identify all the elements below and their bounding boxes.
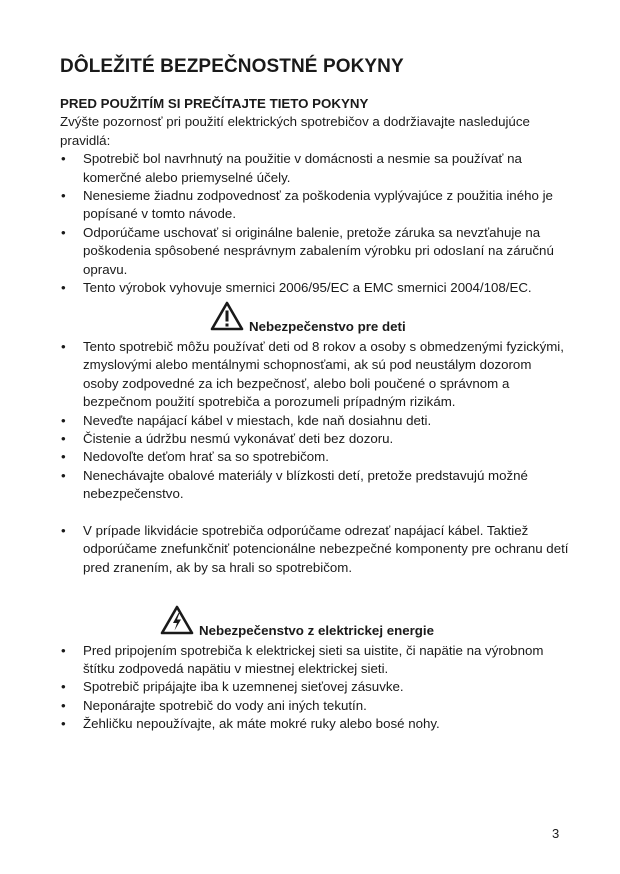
list-item: • Neponárajte spotrebič do vody ani iných tekutín. xyxy=(60,697,570,715)
children-warning-heading xyxy=(210,301,570,336)
page-number: 3 xyxy=(552,826,560,841)
list-item: • Spotrebič bol navrhnutý na použitie v domácnosti a nesmie sa používať na komerčné alebo priemyselné účely. xyxy=(60,150,570,187)
list-item: • Čistenie a údržbu nesmú vykonávať deti bez dozoru. xyxy=(60,430,570,448)
list-item: • Spotrebič pripájajte iba k uzemnenej sieťovej zásuvke. xyxy=(60,678,570,696)
electric-shock-warning-icon xyxy=(160,605,194,640)
children-warning-label: Nebezpečenstvo pre deti xyxy=(249,319,406,335)
children-safety-list xyxy=(60,338,570,504)
list-item: • Žehličku nepoužívajte, ak máte mokré ruky alebo bosé nohy. xyxy=(60,715,570,733)
list-item: • Neveďte napájací kábel v miestach, kde naň dosiahnu deti. xyxy=(60,412,570,430)
list-item: • V prípade likvidácie spotrebiča odporúčame odrezať napájací kábel. Taktiež odporúčame znefunkčniť potencionálne nebezpečné komponenty pre ochranu detí pred zranením, ak by sa hrali so spotrebičom. xyxy=(60,522,570,577)
intro-text: Zvýšte pozornosť pri použití elektrických spotrebičov a dodržiavajte nasledujúce pravidlá: xyxy=(60,114,530,148)
electric-warning-heading xyxy=(160,605,570,640)
general-safety-list xyxy=(60,150,570,297)
page-title: DÔLEŽITÉ BEZPEČNOSTNÉ POKYNY xyxy=(60,56,404,77)
section-subheading: PRED POUŽITÍM SI PREČÍTAJTE TIETO POKYNY xyxy=(60,96,369,111)
electric-safety-list xyxy=(60,642,570,734)
disposal-list xyxy=(60,522,570,577)
warning-triangle-icon xyxy=(210,301,244,336)
list-item: • Nenesieme žiadnu zodpovednosť za poškodenia vyplývajúce z použitia iného je popísané v tomto návode. xyxy=(60,187,570,224)
list-item: • Nedovoľte deťom hrať sa so spotrebičom. xyxy=(60,448,570,466)
list-item: • Pred pripojením spotrebiča k elektrickej sieti sa uistite, či napätie na výrobnom štítku zodpovedá napätiu v miestnej elektrickej sieti. xyxy=(60,642,570,679)
list-item: • Tento spotrebič môžu používať deti od 8 rokov a osoby s obmedzenými fyzickými, zmyslovými alebo mentálnymi schopnosťami, ak sú pod neustálym dozorom osoby zodpovedné za ich bezpečnosť, alebo boli poučené o správnom a bezpečnom použití spotrebiča a porozumeli prípadným rizikám. xyxy=(60,338,570,412)
list-item: • Tento výrobok vyhovuje smernici 2006/95/EC a EMC smernici 2004/108/EC. xyxy=(60,279,570,297)
safety-section xyxy=(60,95,570,734)
list-item: • Nenechávajte obalové materiály v blízkosti detí, pretože predstavujú možné nebezpečenstvo. xyxy=(60,467,570,504)
electric-warning-label: Nebezpečenstvo z elektrickej energie xyxy=(199,623,435,639)
list-item: • Odporúčame uschovať si originálne balenie, pretože záruka sa nevzťahuje na poškodenia spôsobené nesprávnym zabalením výrobku pri odosIaní na záručnú opravu. xyxy=(60,224,570,279)
